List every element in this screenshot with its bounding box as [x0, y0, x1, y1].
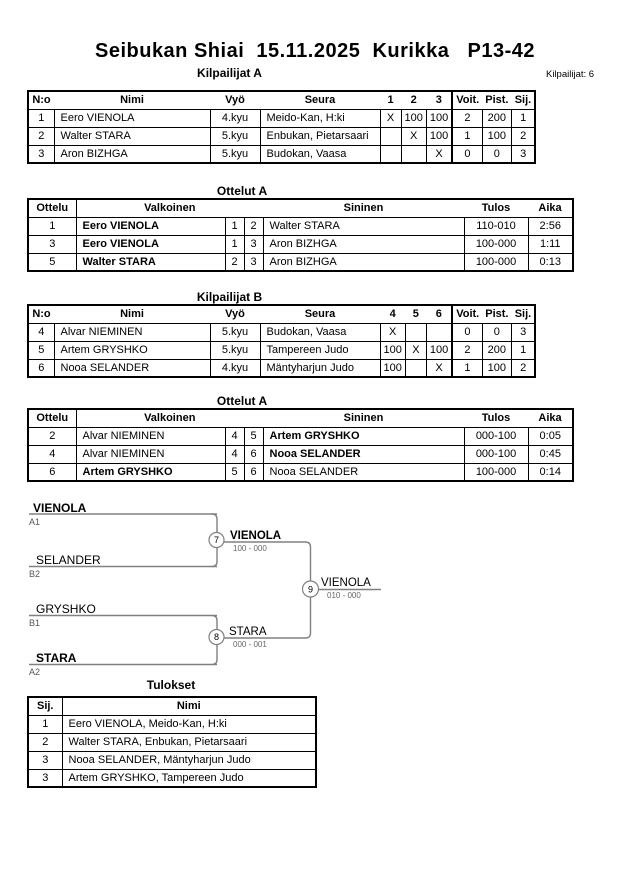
bracket-winner-name: STARA	[229, 626, 267, 638]
table-header-row	[28, 305, 535, 323]
col-header-wins: Voit.	[452, 91, 482, 109]
table-row	[28, 445, 573, 463]
points-cell: 100	[482, 127, 511, 145]
table-header-row	[28, 697, 316, 715]
bracket-seed: A2	[29, 667, 41, 677]
wins-cell: 2	[452, 341, 482, 359]
place-cell: 3	[511, 323, 535, 341]
col-header-name: Nimi	[54, 91, 210, 109]
white-no: 2	[225, 253, 244, 271]
match-result: 100-000	[464, 235, 528, 253]
bracket-slot-name: GRYSHKO	[36, 602, 96, 616]
result-cell: X	[405, 341, 426, 359]
table-row	[28, 127, 535, 145]
blue-no: 3	[244, 235, 263, 253]
bracket-slot-name: VIENOLA	[33, 501, 87, 515]
pool-a-heading: Kilpailijat A	[197, 66, 262, 80]
result-cell: X	[426, 359, 452, 377]
result-cell	[405, 323, 426, 341]
white-name: Eero VIENOLA	[76, 217, 225, 235]
blue-name: Artem GRYSHKO	[263, 427, 464, 445]
elimination-bracket	[0, 494, 630, 694]
competitor-belt: 4.kyu	[210, 359, 260, 377]
bracket-winner-name: VIENOLA	[321, 577, 371, 589]
result-cell: 100	[426, 127, 452, 145]
col-header-no: N:o	[28, 305, 54, 323]
col-header-result: Tulos	[464, 409, 528, 427]
table-row	[28, 769, 316, 787]
result-cell	[426, 323, 452, 341]
match-result: 100-000	[464, 253, 528, 271]
match-time: 1:11	[528, 235, 573, 253]
bracket-match-number: 7	[213, 535, 220, 545]
wins-cell: 2	[452, 109, 482, 127]
result-cell: 100	[380, 359, 405, 377]
competitor-belt: 5.kyu	[210, 341, 260, 359]
table-header-row	[28, 199, 573, 217]
col-header-m2: 2	[401, 91, 426, 109]
col-header-place: Sij.	[511, 91, 535, 109]
competitor-club: Enbukan, Pietarsaari	[260, 127, 380, 145]
competitor-club: Budokan, Vaasa	[260, 145, 380, 163]
competitor-name: Eero VIENOLA	[54, 109, 210, 127]
match-no: 3	[28, 235, 76, 253]
wins-cell: 1	[452, 127, 482, 145]
col-header-m2: 5	[405, 305, 426, 323]
wins-cell: 0	[452, 145, 482, 163]
competitor-club: Mäntyharjun Judo	[260, 359, 380, 377]
points-cell: 200	[482, 341, 511, 359]
points-cell: 100	[482, 359, 511, 377]
pool-b-heading: Kilpailijat B	[196, 290, 263, 304]
result-cell: 100	[380, 341, 405, 359]
result-cell: 100	[426, 109, 452, 127]
result-cell	[380, 145, 401, 163]
match-result: 110-010	[464, 217, 528, 235]
result-name: Walter STARA, Enbukan, Pietarsaari	[62, 733, 316, 751]
match-result: 000-100	[464, 445, 528, 463]
col-header-m1: 4	[380, 305, 405, 323]
place-cell: 2	[511, 359, 535, 377]
competitor-no: 2	[28, 127, 54, 145]
result-cell: 100	[426, 341, 452, 359]
table-row	[28, 253, 573, 271]
col-header-m3: 6	[426, 305, 452, 323]
competitor-belt: 4.kyu	[210, 109, 260, 127]
table-row	[28, 323, 535, 341]
col-header-points: Pist.	[482, 305, 511, 323]
table-row	[28, 733, 316, 751]
bracket-seed: A1	[29, 517, 41, 527]
match-no: 4	[28, 445, 76, 463]
matches-b-heading: Ottelut A	[216, 394, 268, 408]
table-row	[28, 145, 535, 163]
result-name: Nooa SELANDER, Mäntyharjun Judo	[62, 751, 316, 769]
col-header-club: Seura	[260, 305, 380, 323]
place-cell: 1	[511, 341, 535, 359]
col-header-blue: Sininen	[263, 199, 464, 217]
blue-no: 3	[244, 253, 263, 271]
result-cell	[401, 145, 426, 163]
competitor-name: Aron BIZHGA	[54, 145, 210, 163]
col-header-place: Sij.	[28, 697, 62, 715]
competitor-no: 5	[28, 341, 54, 359]
match-time: 0:14	[528, 463, 573, 481]
competitor-no: 3	[28, 145, 54, 163]
table-row	[28, 341, 535, 359]
place-cell: 1	[511, 109, 535, 127]
table-row	[28, 751, 316, 769]
white-name: Artem GRYSHKO	[76, 463, 225, 481]
result-place: 1	[28, 715, 62, 733]
white-no: 1	[225, 217, 244, 235]
result-cell: X	[380, 109, 401, 127]
match-no: 5	[28, 253, 76, 271]
blue-name: Aron BIZHGA	[263, 235, 464, 253]
bracket-connector	[212, 514, 217, 533]
match-time: 0:45	[528, 445, 573, 463]
table-row	[28, 715, 316, 733]
place-cell: 3	[511, 145, 535, 163]
table-header-row	[28, 91, 535, 109]
result-place: 3	[28, 769, 62, 787]
result-name: Eero VIENOLA, Meido-Kan, H:ki	[62, 715, 316, 733]
bracket-match-number: 8	[213, 632, 220, 642]
table-row	[28, 217, 573, 235]
col-header-name: Nimi	[54, 305, 210, 323]
competitor-club: Tampereen Judo	[260, 341, 380, 359]
col-header-name: Nimi	[62, 697, 316, 715]
col-header-points: Pist.	[482, 91, 511, 109]
bracket-winner-name: VIENOLA	[230, 530, 282, 542]
col-header-belt: Vyö	[210, 305, 260, 323]
competitor-name: Alvar NIEMINEN	[54, 323, 210, 341]
result-cell: X	[401, 127, 426, 145]
match-time: 0:13	[528, 253, 573, 271]
col-header-club: Seura	[260, 91, 380, 109]
match-result: 100-000	[464, 463, 528, 481]
result-place: 2	[28, 733, 62, 751]
result-name: Artem GRYSHKO, Tampereen Judo	[62, 769, 316, 787]
blue-no: 2	[244, 217, 263, 235]
bracket-slot-name: SELANDER	[36, 553, 101, 567]
matches-a-heading: Ottelut A	[216, 184, 268, 198]
bracket-score: 010 - 000	[327, 591, 361, 600]
white-name: Alvar NIEMINEN	[76, 445, 225, 463]
bracket-connector	[212, 616, 217, 630]
blue-name: Nooa SELANDER	[263, 445, 464, 463]
white-name: Walter STARA	[76, 253, 225, 271]
bracket-seed: B1	[29, 618, 41, 628]
competitors-count-label: Kilpailijat: 6	[546, 69, 595, 80]
col-header-belt: Vyö	[210, 91, 260, 109]
table-row	[28, 359, 535, 377]
blue-no: 6	[244, 445, 263, 463]
col-header-white: Valkoinen	[76, 409, 263, 427]
points-cell: 0	[482, 323, 511, 341]
match-no: 2	[28, 427, 76, 445]
results-heading: Tulokset	[146, 678, 196, 692]
place-cell: 2	[511, 127, 535, 145]
competitor-belt: 5.kyu	[210, 323, 260, 341]
wins-cell: 0	[452, 323, 482, 341]
competitor-club: Meido-Kan, H:ki	[260, 109, 380, 127]
matches-a-table	[27, 198, 574, 272]
points-cell: 0	[482, 145, 511, 163]
table-row	[28, 235, 573, 253]
wins-cell: 1	[452, 359, 482, 377]
bracket-seed: B2	[29, 569, 41, 579]
blue-no: 6	[244, 463, 263, 481]
competitor-name: Nooa SELANDER	[54, 359, 210, 377]
result-place: 3	[28, 751, 62, 769]
bracket-connector	[212, 548, 217, 567]
points-cell: 200	[482, 109, 511, 127]
col-header-result: Tulos	[464, 199, 528, 217]
pool-a-table	[27, 90, 536, 164]
white-no: 4	[225, 427, 244, 445]
col-header-m3: 3	[426, 91, 452, 109]
competitor-name: Artem GRYSHKO	[54, 341, 210, 359]
match-time: 0:05	[528, 427, 573, 445]
result-cell	[380, 127, 401, 145]
table-row	[28, 463, 573, 481]
blue-name: Nooa SELANDER	[263, 463, 464, 481]
blue-name: Aron BIZHGA	[263, 253, 464, 271]
result-cell	[405, 359, 426, 377]
matches-b-table	[27, 408, 574, 482]
col-header-place: Sij.	[511, 305, 535, 323]
col-header-time: Aika	[528, 409, 573, 427]
match-no: 6	[28, 463, 76, 481]
col-header-m1: 1	[380, 91, 401, 109]
col-header-match: Ottelu	[28, 199, 76, 217]
white-name: Eero VIENOLA	[76, 235, 225, 253]
table-row	[28, 427, 573, 445]
white-no: 1	[225, 235, 244, 253]
col-header-wins: Voit.	[452, 305, 482, 323]
bracket-slot-name: STARA	[36, 651, 77, 665]
competitor-belt: 5.kyu	[210, 145, 260, 163]
white-no: 4	[225, 445, 244, 463]
competitor-no: 1	[28, 109, 54, 127]
bracket-score: 100 - 000	[233, 544, 267, 553]
col-header-blue: Sininen	[263, 409, 464, 427]
col-header-white: Valkoinen	[76, 199, 263, 217]
blue-no: 5	[244, 427, 263, 445]
blue-name: Walter STARA	[263, 217, 464, 235]
bracket-score: 000 - 001	[233, 640, 267, 649]
col-header-time: Aika	[528, 199, 573, 217]
results-table	[27, 696, 317, 788]
competitor-club: Budokan, Vaasa	[260, 323, 380, 341]
competitor-no: 4	[28, 323, 54, 341]
result-cell: X	[426, 145, 452, 163]
page-title: Seibukan Shiai 15.11.2025 Kurikka P13-42	[94, 40, 536, 62]
competitor-belt: 5.kyu	[210, 127, 260, 145]
table-header-row	[28, 409, 573, 427]
pool-b-table	[27, 304, 536, 378]
result-cell: X	[380, 323, 405, 341]
col-header-no: N:o	[28, 91, 54, 109]
match-result: 000-100	[464, 427, 528, 445]
col-header-match: Ottelu	[28, 409, 76, 427]
bracket-connector	[212, 645, 217, 665]
white-no: 5	[225, 463, 244, 481]
white-name: Alvar NIEMINEN	[76, 427, 225, 445]
match-time: 2:56	[528, 217, 573, 235]
result-cell: 100	[401, 109, 426, 127]
match-no: 1	[28, 217, 76, 235]
bracket-match-number: 9	[307, 584, 314, 595]
competitor-name: Walter STARA	[54, 127, 210, 145]
table-row	[28, 109, 535, 127]
competitor-no: 6	[28, 359, 54, 377]
